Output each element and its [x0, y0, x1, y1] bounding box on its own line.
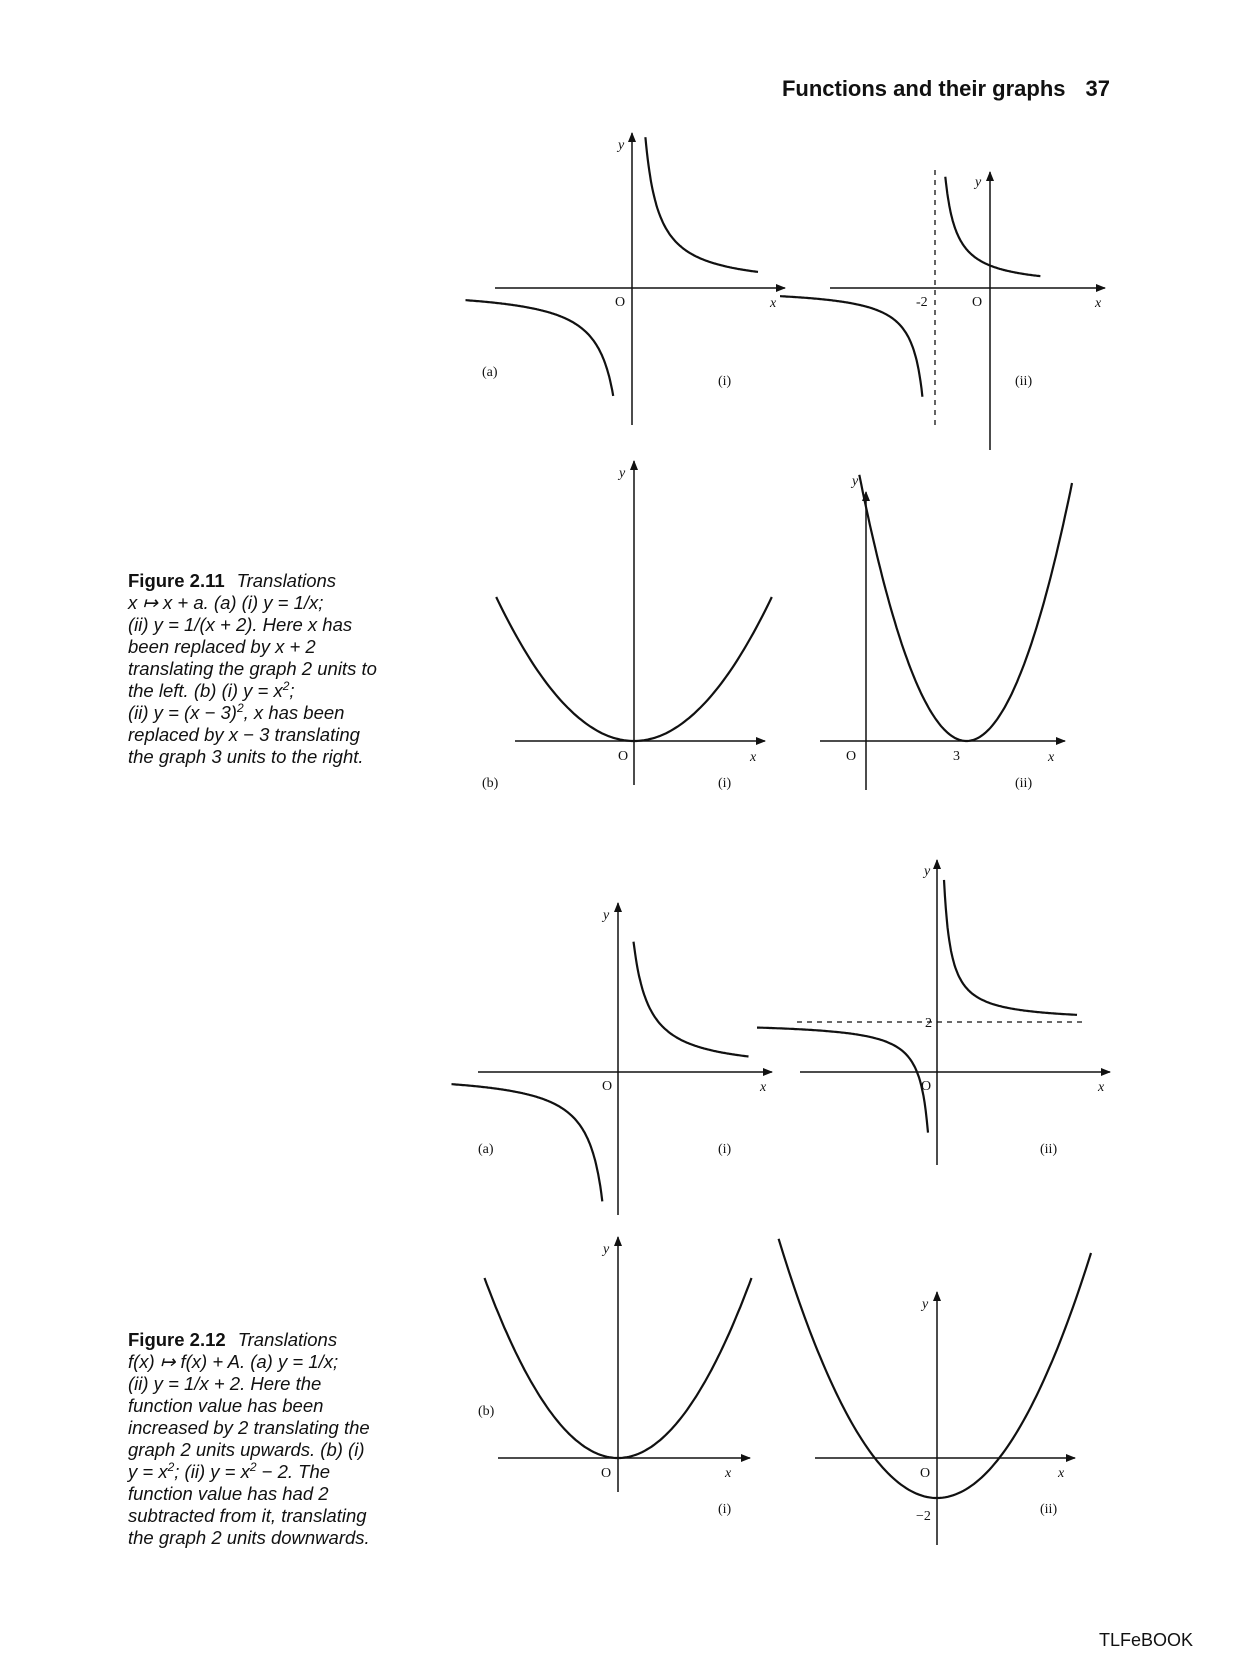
x-axis-label: x [770, 296, 777, 311]
subpanel-ii-label: (ii) [1015, 776, 1033, 791]
caption-line: ; (ii) y = x [174, 1461, 250, 1482]
caption-line: f(x) ↦ f(x) + A. (a) y = 1/x; [128, 1351, 339, 1372]
caption-line: translating the graph 2 units to [128, 658, 377, 679]
caption-line: replaced by x − 3 translating [128, 724, 360, 745]
fig-2-11-a-i-graph [466, 133, 786, 425]
origin-label: O [618, 749, 629, 764]
fig-2-12-a-i-graph [452, 903, 773, 1215]
x-axis-label: x [760, 1080, 767, 1095]
panel-a-label: (a) [478, 1142, 494, 1157]
caption-line: function value has been [128, 1395, 324, 1416]
fig-2-11-b-ii-graph [820, 474, 1072, 791]
caption-line: function value has had 2 [128, 1483, 329, 1504]
fig-2-11-a-ii-graph [780, 170, 1105, 450]
origin-label: O [920, 1466, 931, 1481]
panel-a-label: (a) [482, 365, 498, 380]
x-axis-label: x [725, 1466, 732, 1481]
curve-y-x-squared-minus-2 [779, 1239, 1091, 1498]
origin-label: O [601, 1466, 612, 1481]
y-axis-label: y [975, 175, 982, 190]
caption-lead: Translations [236, 570, 337, 591]
y-axis-label: y [619, 466, 626, 481]
figure-2-12-caption: Figure 2.12 Translations f(x) ↦ f(x) + A. (a) y = 1/x; (ii) y = 1/x + 2. Here the function value has been increased by 2 translating the graph 2 units upwards. (b) (i) $y = x^2$; (ii) $y = x^2 - 2$. The function value has had 2 subtracted from it, translating the graph 2 units downwards. [128, 1329, 370, 1548]
caption-line: (ii) y = 1/(x + 2). Here x has [128, 614, 353, 635]
caption-line: the graph 3 units to the right. [128, 746, 364, 767]
origin-label: O [615, 295, 626, 310]
caption-line: been replaced by x + 2 [128, 636, 316, 657]
subpanel-ii-label: (ii) [1015, 374, 1033, 389]
x-axis-label: x [1098, 1080, 1105, 1095]
subpanel-i-label: (i) [718, 776, 732, 791]
origin-label: O [846, 749, 857, 764]
page-number: 37 [1085, 76, 1110, 101]
x-axis-label: x [1058, 1466, 1065, 1481]
caption-lead: Translations [237, 1329, 338, 1350]
figure-2-11-number: Figure 2.11 [128, 570, 225, 591]
x-axis-label: x [1095, 296, 1102, 311]
fig-2-12-b-ii-graph [779, 1239, 1091, 1545]
tick-label-3: 3 [953, 749, 960, 764]
panel-b-label: (b) [482, 776, 499, 791]
subpanel-i-label: (i) [718, 1142, 732, 1157]
caption-line: x ↦ x + a. (a) (i) y = 1/x; [128, 592, 324, 613]
subpanel-ii-label: (ii) [1040, 1502, 1058, 1517]
y-axis-label: y [618, 138, 625, 153]
origin-label: O [921, 1079, 932, 1094]
caption-line: − 2. The [256, 1461, 331, 1482]
y-axis-label: y [922, 1297, 929, 1312]
figure-2-11-caption: Figure 2.11 Translations x ↦ x + a. (a) (i) y = 1/x; (ii) y = 1/(x + 2). Here x has been replaced by x + 2 translating the graph 2 units to the left. (b) (i) $y = x^2$; (ii) $y = (x - 3)^2$, x has been replaced by x − 3 translating the graph 3 units to the right. [128, 570, 377, 767]
y-axis-label: y [603, 1242, 610, 1257]
fig-2-12-a-ii-graph [757, 860, 1110, 1165]
curve-y-1-over-x-plus-2 [757, 880, 1077, 1133]
caption-line: (ii) y = 1/x + 2. Here the [128, 1373, 322, 1394]
figure-2-12-number: Figure 2.12 [128, 1329, 226, 1350]
curve-y-1-over-x [466, 137, 759, 396]
fig-2-12-b-i-graph [478, 1237, 752, 1517]
panel-b-label: (b) [478, 1404, 495, 1419]
curve-y-x-minus-3-squared [859, 475, 1072, 741]
running-head-title: Functions and their graphs [781, 76, 1066, 101]
origin-label: O [972, 295, 983, 310]
caption-line: the left. (b) (i) y = x [128, 680, 283, 701]
x-axis-label: x [750, 750, 757, 765]
caption-line: subtracted from it, translating [128, 1505, 367, 1526]
caption-line: graph 2 units upwards. (b) (i) [128, 1439, 365, 1460]
fig-2-11-b-i-graph [482, 461, 772, 791]
x-axis-label: x [1048, 750, 1055, 765]
caption-line: , x has been [243, 702, 345, 723]
y-axis-label: y [852, 474, 859, 489]
subpanel-i-label: (i) [718, 374, 732, 389]
caption-line: increased by 2 translating the [128, 1417, 370, 1438]
subpanel-i-label: (i) [718, 1502, 732, 1517]
origin-label: O [602, 1079, 613, 1094]
y-axis-label: y [603, 908, 610, 923]
caption-line: ; [289, 680, 295, 701]
subpanel-ii-label: (ii) [1040, 1142, 1058, 1157]
tick-label-minus-2: -2 [916, 295, 928, 310]
curve-y-1-over-x-plus-2 [780, 177, 1040, 397]
caption-line: (ii) y = (x − 3) [128, 702, 237, 723]
y-axis-label: y [924, 864, 931, 879]
footer-watermark: TLFeBOOK [1098, 1630, 1193, 1650]
tick-label-minus-2: −2 [916, 1509, 931, 1524]
tick-label-2: 2 [925, 1016, 932, 1031]
caption-line: the graph 2 units downwards. [128, 1527, 370, 1548]
caption-line: y = x [128, 1461, 168, 1482]
